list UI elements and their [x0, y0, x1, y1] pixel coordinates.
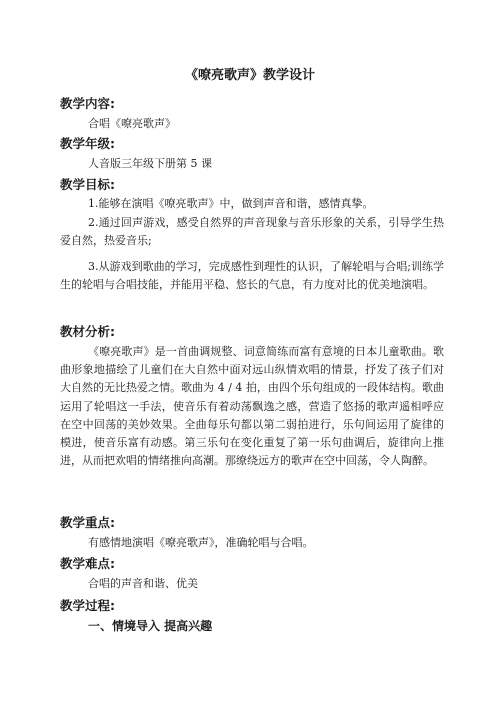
- section-heading-content: 教学内容:: [60, 96, 115, 111]
- goal-item-1: 1.能够在演唱《嘹亮歌声》中，做到声音和谐，感情真挚。: [88, 197, 374, 210]
- difficulties-text: 合唱的声音和谐、优美: [88, 577, 198, 590]
- key-points-text: 有感情地演唱《嘹亮歌声》，准确轮唱与合唱。: [88, 536, 314, 549]
- content-text: 合唱《嘹亮歌声》: [88, 117, 176, 130]
- grade-text: 人音版三年级下册第 5 课: [88, 157, 212, 170]
- section-heading-analysis: 教材分析:: [60, 324, 115, 339]
- goal-item-3: 3.从游戏到歌曲的学习，完成感性到理性的认识，了解轮唱与合唱;训练学生的轮唱与合唱技能，并能用平稳、悠长的气息，有力度对比的优美地演唱。: [60, 260, 444, 292]
- section-heading-goals: 教学目标:: [60, 177, 115, 192]
- goal-item-2: 2.通过回声游戏，感受自然界的声音现象与音乐形象的关系，引导学生热爱自然，热爱音乐;: [60, 216, 444, 248]
- section-heading-process: 教学过程:: [60, 598, 115, 613]
- process-step-1: 一、情境导入 提高兴趣: [88, 619, 213, 633]
- section-heading-key-points: 教学重点:: [60, 515, 115, 530]
- document-title: 《嘹亮歌声》教学设计: [184, 68, 315, 83]
- analysis-text: 《嘹亮歌声》是一首曲调规整、词意简练而富有意境的日本儿童歌曲。歌曲形象地描绘了儿童们在大自然中面对远山纵情欢唱的情景，抒发了孩子们对大自然的无比热爱之情。歌曲为 4 / 4 拍，由四个乐句组成的一段体结构。歌曲运用了轮唱这一手法，使音乐有着动荡飘逸之感，营造了悠扬的歌声遥相呼应在空中回荡的美妙效果。全曲每乐句都以第二弱拍进行，乐句间运用了旋律的模进，使音乐富有动感。第三乐句在变化重复了第一乐句曲调后，旋律向上推进，从而把欢唱的情绪推向高潮。那缭绕远方的歌声在空中回荡，令人陶醉。: [60, 345, 444, 468]
- section-heading-difficulties: 教学难点:: [60, 556, 115, 571]
- section-heading-grade: 教学年级:: [60, 136, 115, 151]
